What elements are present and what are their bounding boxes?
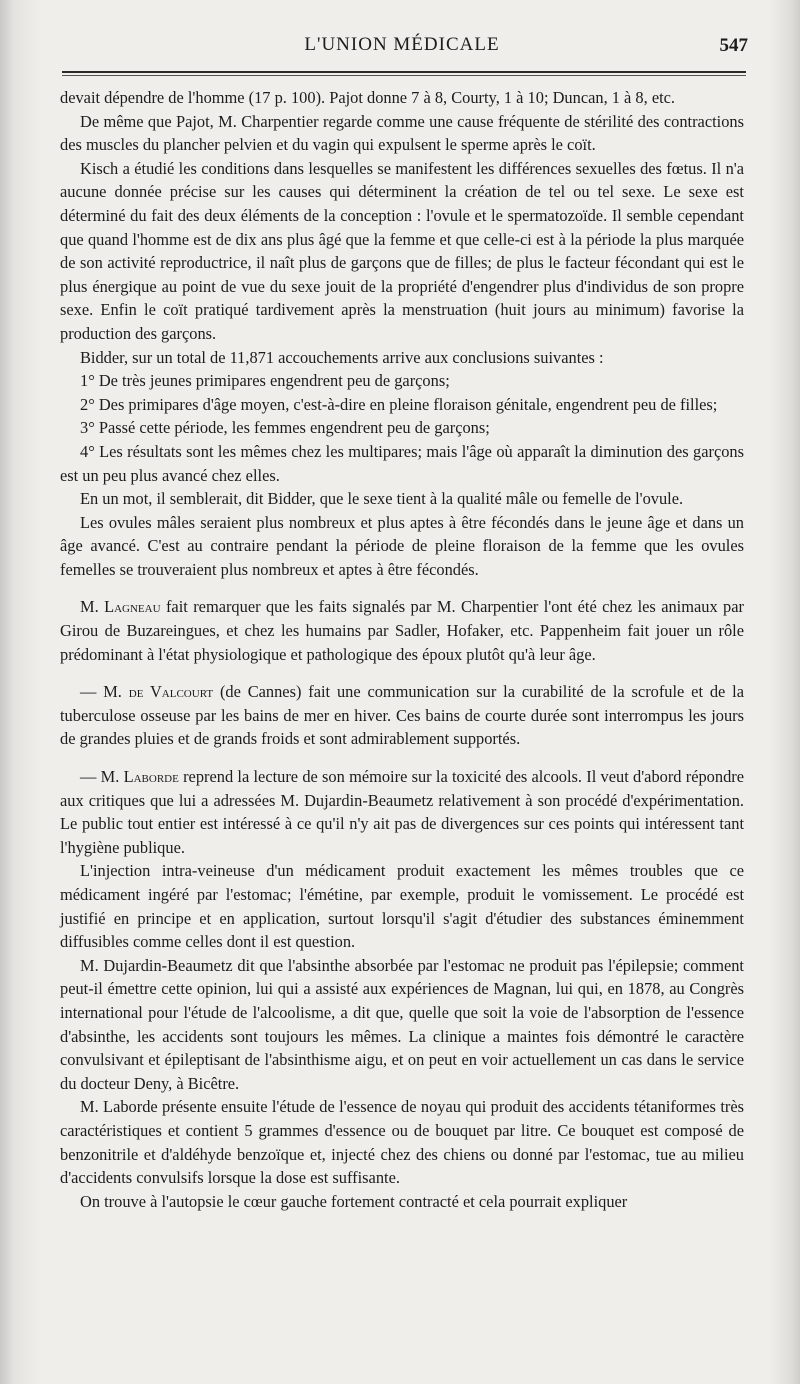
- paragraph: devait dépendre de l'homme (17 p. 100). Pajot donne 7 à 8, Courty, 1 à 10; Duncan, 1 à 8, etc.: [60, 88, 676, 107]
- paragraph: [60, 680, 744, 751]
- page-number: 547: [719, 35, 748, 56]
- header-rule-thin: [62, 75, 746, 76]
- paragraph: 4° Les résultats sont les mêmes chez les multipares; mais l'âge où apparaît la diminution des garçons est un peu plus avancé chez elles.: [60, 441, 744, 485]
- header-rule: [62, 71, 746, 73]
- paragraph: L'injection intra-veineuse d'un médicament produit exactement les mêmes troubles que ce médicament ingéré par l'estomac; l'émétine, par exemple, produit le vomissement. Le procédé est justifié en principe et en application, surtout lorsqu'il s'agit d'étudier des substances éminemment diffusibles comme celles dont il est question.: [60, 861, 744, 952]
- speaker-name: — M. de Valcourt: [80, 682, 214, 702]
- page-header: [62, 34, 748, 64]
- paragraph: [60, 595, 744, 666]
- paragraph-text: fait remarquer que les faits signalés par M. Charpentier l'ont été chez les animaux par Girou de Buzareingues, et chez les humains par Sadler, Hofaker, etc. Pappenheim fait jouer un rôle prédominant à l'état physiologique et pathologique des époux plutôt qu'à leur âge.: [60, 597, 744, 664]
- paragraph: Bidder, sur un total de 11,871 accouchements arrive aux conclusions suivantes :: [80, 347, 604, 367]
- paragraph-text: reprend la lecture de son mémoire sur la toxicité des alcools. Il veut d'abord répondre aux critiques que lui a adressées M. Dujardin-Beaumetz relativement à son procédé d'expérimentation. Le public tout entier est intéressé à ce qu'il n'y ait pas de divergences sur ces points qui intéressent tant l'hygiène publique.: [60, 767, 745, 857]
- paragraph: 1° De très jeunes primipares engendrent peu de garçons;: [80, 371, 450, 391]
- paragraph: On trouve à l'autopsie le cœur gauche fortement contracté et cela pourrait expliquer: [80, 1191, 628, 1211]
- running-title: L'UNION MÉDICALE: [304, 34, 500, 55]
- paragraph: M. Laborde présente ensuite l'étude de l'essence de noyau qui produit des accidents tétaniformes très caractéristiques et contient 5 grammes d'essence ou de bouquet par litre. Ce bouquet est composé de benzonitrile et d'aldéhyde benzoïque et, injecté chez des chiens ou donné par l'estomac, tue au milieu d'accidents convulsifs lorsque la dose est suffisante.: [60, 1097, 744, 1188]
- paragraph: Kisch a étudié les conditions dans lesquelles se manifestent les différences sexuelles des fœtus. Il n'a aucune donnée précise sur les causes qui déterminent la création de tel ou tel sexe. Le sexe est déterminé du fait des deux éléments de la conception : l'ovule et le spermatozoïde. Il semble cependant que quand l'homme est de dix ans plus âgé que la femme et que celle-ci est à la période la plus marquée de son activité reproductrice, il naît plus de garçons que de filles; de plus le facteur fécondant qui est le plus énergique au point de vue du sexe jouit de la propriété d'engendrer plus d'individus de son propre sexe. Enfin le coït pratiqué tardivement après la menstruation (huit jours au minimum) favorise la production des garçons.: [60, 158, 744, 343]
- paragraph: Les ovules mâles seraient plus nombreux et plus aptes à être fécondés dans le jeune âge et dans un âge avancé. C'est au contraire pendant la période de pleine floraison de la femme que les ovules femelles se trouveraient plus nombreux et aptes à être fécondés.: [60, 512, 744, 579]
- paragraph: [60, 765, 744, 859]
- paragraph: M. Dujardin-Beaumetz dit que l'absinthe absorbée par l'estomac ne produit pas l'épilepsie; comment peut-il émettre cette opinion, lui qui a assisté aux expériences de Magnan, lui qui, en 1878, au Congrès international pour l'étude de l'alcoolisme, a dit que, quelle que soit la voie de l'absorption de l'essence d'absinthe, les accidents sont toujours les mêmes. La clinique a maintes fois démontré le caractère convulsivant et épileptisant de l'absinthisme aigu, et on peut en voir actuellement un cas dans le service du docteur Deny, à Bicêtre.: [60, 955, 744, 1093]
- paragraph: 3° Passé cette période, les femmes engendrent peu de garçons;: [80, 418, 490, 438]
- paragraph: En un mot, il semblerait, dit Bidder, que le sexe tient à la qualité mâle ou femelle de l'ovule.: [80, 489, 684, 509]
- speaker-name: M. Lagneau: [80, 597, 161, 617]
- paragraph: 2° Des primipares d'âge moyen, c'est-à-dire en pleine floraison génitale, engendrent peu de filles;: [80, 394, 718, 414]
- speaker-name: — M. Laborde: [80, 767, 179, 787]
- paragraph-text: (de Cannes) fait une communication sur la curabilité de la scrofule et de la tuberculose osseuse par les bains de mer en hiver. Ces bains de courte durée sont interrompus les jours de grandes pluies et de grands froids et sont admirablement supportés.: [60, 682, 744, 749]
- paragraph: De même que Pajot, M. Charpentier regarde comme une cause fréquente de stérilité des contractions des muscles du plancher pelvien et du vagin qui expulsent le sperme après le coït.: [60, 111, 744, 155]
- body-text: [60, 86, 744, 1213]
